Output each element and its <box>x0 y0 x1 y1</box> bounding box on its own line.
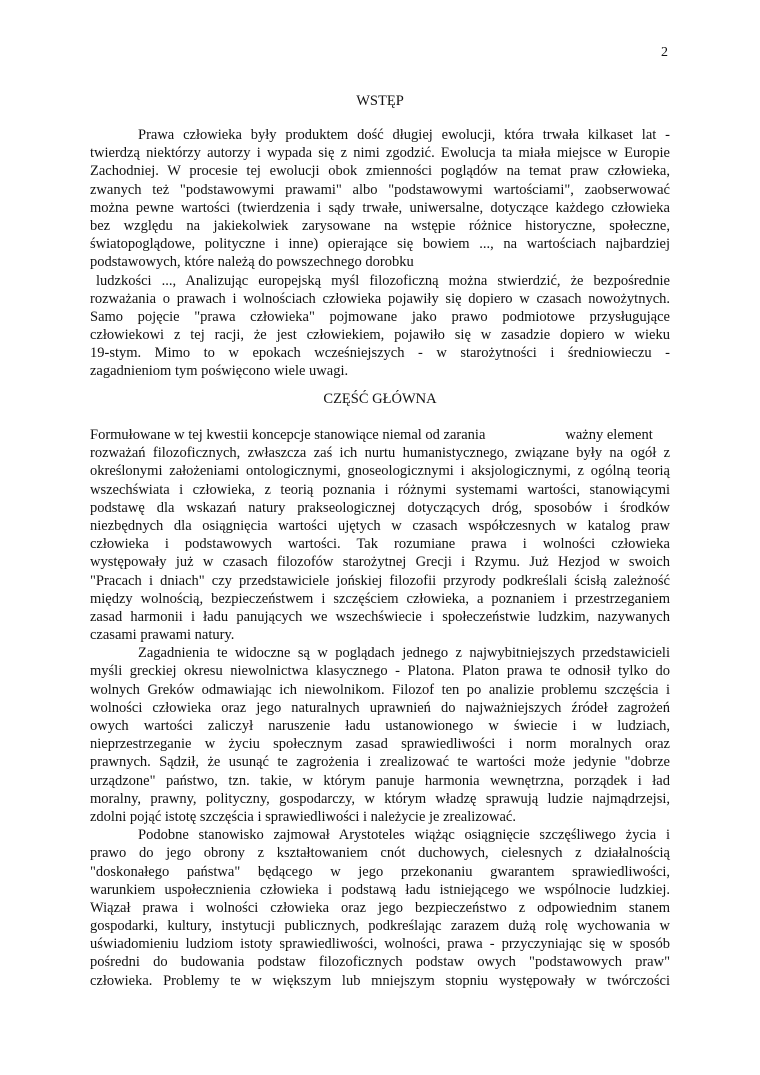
text-line: człowiekowi z tej racji, że jest człowiekiem, pojawiło się w zasadzie dopiero w wieku <box>90 327 670 344</box>
text-line: człowieka. Problemy te w większym lub mniejszym stopniu występowały w twórczości <box>90 972 670 989</box>
text-line: Zagadnienia te widoczne są w poglądach jednego z najwybitniejszych przedstawicieli <box>138 645 670 662</box>
text-line: bez względu na jakiekolwiek zarysowane na wstępie różnice historyczne, społeczne, <box>90 217 670 234</box>
text-line: wszechświata i człowieka, z teorią poznania i różnymi systemami wartości, stanowiącymi <box>90 481 670 498</box>
main-paragraphs <box>90 426 670 990</box>
text-line: Podobne stanowisko zajmował Arystoteles wiążąc osiągnięcie szczęśliwego życia i <box>138 827 670 844</box>
text-line: moralny, prawny, polityczny, gospodarczy, w którym władzę sprawują ludzie najmądrzejsi, <box>90 790 670 807</box>
first-line-end: ważny element <box>565 427 653 443</box>
text-line: Samo pojęcie "prawa człowieka" pojmowane jako prawo podmiotowe przysługujące <box>90 308 670 325</box>
text-line: 19-stym. Mimo to w epokach wcześniejszych - w starożytności i średniowieczu - <box>90 345 670 362</box>
text-line: człowieka i podstawowych wartości. Tak rozumiane prawa i wolności człowieka <box>90 536 670 553</box>
text-line: gospodarki, kultury, instytucji publicznych, podkreślając zarazem dużą rolę wychowania w <box>90 918 670 935</box>
text-line: zasad harmonii i ładu panujących we wszechświecie i społeczeństwie ludzkim, nazywanych <box>90 608 670 625</box>
text-line: pośredni do budowania podstaw filozoficznych podstaw owych "podstawowych praw" <box>90 954 670 971</box>
text-line: określonymi założeniami ontologicznymi, gnoseologicznymi i aksjologicznymi, z ogólną teorią <box>90 463 670 480</box>
text-line: wolności człowieka oraz jego naturalnych uprawnień do najważniejszych źródeł zagrożeń <box>90 699 670 716</box>
text-line: rozważania o prawach i wolnościach człowieka pojawiły się dopiero w czasach nowożytnych. <box>90 290 670 307</box>
text-line: "doskonałego państwa" będącego w jego przekonaniu gwarantem sprawiedliwości, <box>90 863 670 880</box>
text-line: Prawa człowieka były produktem dość długiej ewolucji, która trwała kilkaset lat - <box>138 127 670 143</box>
text-line: podstawę dla wskazań natury prakseologicznej dotyczących dróg, sposobów i środków <box>90 499 670 516</box>
text-line: uświadomieniu ludziom istoty sprawiedliwości, wolności, prawa - przyczyniając się w sposób <box>90 936 670 953</box>
text-line: myśli greckiej okresu niewolnictwa klasycznego - Platona. Platon prawa te odnosił tylko do <box>90 663 670 680</box>
text-line: podstawowych, które należą do powszechnego dorobku <box>90 254 414 271</box>
page-number: 2 <box>661 45 668 60</box>
text-line: zdolni pojąć istotę szczęścia i sprawiedliwości i należycie je zrealizować. <box>90 808 516 825</box>
text-line: Zachodniej. W procesie tej ewolucji obok zmienności poglądów na temat praw człowieka, <box>90 163 670 180</box>
text-line: zagadnieniom tym poświęcono wiele uwagi. <box>90 363 349 380</box>
section-title-intro: WSTĘP <box>356 93 404 109</box>
text-line: Wiązał prawa i wolności człowieka oraz jego bezpieczeństwo z odpowiednim stanem <box>90 899 670 916</box>
text-line: niezbędnych dla osiągnięcia wartości ujętych w czasach współczesnych w katalog praw <box>90 517 670 534</box>
text-line: wolnych Greków odmawiając ich niewolnikom. Filozof ten po analizie problemu szczęścia i <box>90 681 670 698</box>
intro-paragraph <box>90 126 670 381</box>
text-line: owych wartości zaliczył naruszenie ładu ustanowionego w świecie i w ludziach, <box>90 718 670 734</box>
text-line: twierdzą niektórzy autorzy i wypada się z nimi zgodzić. Ewolucja ta miała miejsce w Europie <box>90 145 670 162</box>
text-line: warunkiem uspołecznienia człowieka i podstawą ładu istniejącego we wspólnocie ludzkiej. <box>90 881 670 898</box>
text-line: prawnych. Sądził, że usunąć te zagrożenia i zrealizować te wartości może jedynie "dobrze <box>90 754 670 771</box>
text-line: między wolnością, bezpieczeństwem i szczęściem człowieka, a poznaniem i przestrzeganiem <box>90 590 670 607</box>
text-line: ludzkości ..., Analizując europejską myśl filozoficzną można stwierdzić, że bezpośrednie <box>96 272 670 289</box>
text-line: prawo do jego obrony z kształtowaniem cnót duchowych, cielesnych z działalnością <box>90 845 670 862</box>
text-line: rozważań filozoficznych, zwłaszcza zaś ich nurtu humanistycznego, związane były na ogół z <box>90 445 670 462</box>
text-line: zwanych też "podstawowymi prawami" albo "podstawowymi wartościami", zaobserwować <box>90 181 670 198</box>
text-line: światopoglądowe, polityczne i inne) opierające się bowiem ..., na wartościach najbardziej <box>90 236 670 253</box>
text-line: można pewne wartości (twierdzenia i sądy trwałe, uniwersalne, dotyczące każdego człowieka <box>90 199 670 216</box>
text-line: czasami prawami natury. <box>90 627 235 644</box>
text-line <box>90 426 670 444</box>
text-line: nieprzestrzeganie w życiu społecznym zasad sprawiedliwości i norm moralnych oraz <box>90 736 670 753</box>
first-line-start: Formułowane w tej kwestii koncepcje stanowiące niemal od zarania <box>90 427 486 443</box>
text-line: występowały już w czasach filozofów starożytnej Grecji i Rzymu. Już Hezjod w swoich <box>90 554 670 571</box>
text-line: "Pracach i dniach" czy przedstawiciele jońskiej filozofii przyrody podkreślali ścisłą zależność <box>90 572 670 589</box>
text-line: urządzone" państwo, tzn. takie, w którym panuje harmonia wewnętrzna, porządek i ład <box>90 772 670 789</box>
section-title-main: CZĘŚĆ GŁÓWNA <box>323 391 437 407</box>
